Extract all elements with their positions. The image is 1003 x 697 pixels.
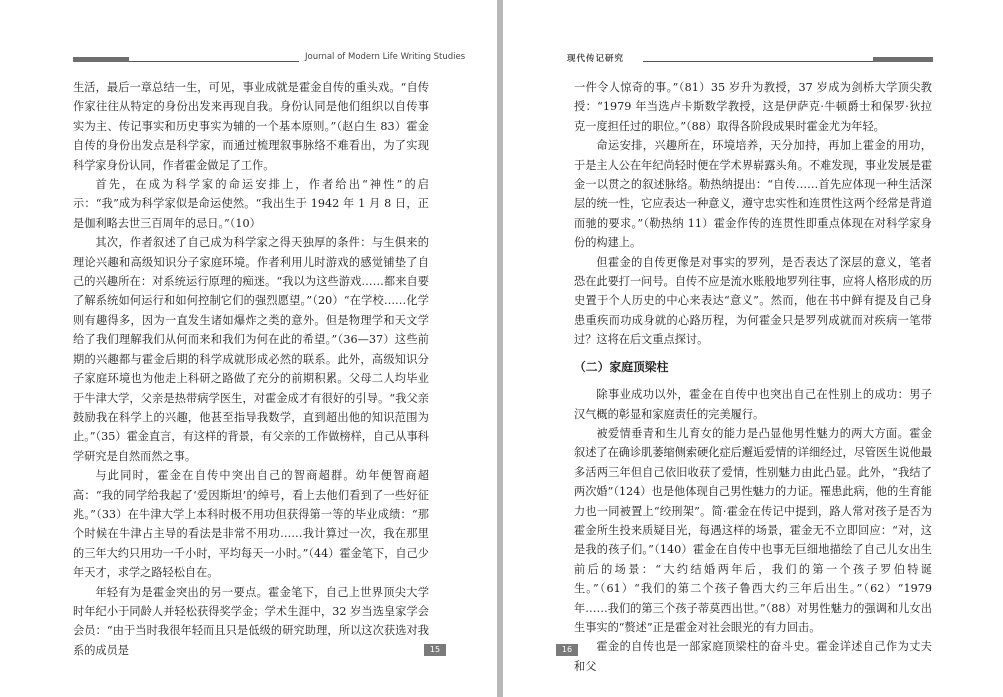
right-running-header <box>503 52 1003 66</box>
paragraph: 其次，作者叙述了自己成为科学家之得天独厚的条件：与生俱来的理论兴趣和高级知识分子家庭环境。作者利用儿时游戏的感觉铺垫了自己的兴趣所在：对系统运行原理的痴迷。“我以为这些游戏……都来自要了解系统如何运行和如何控制它们的强烈愿望。”（20）“在学校……化学则有趣得多，因为一直发生诸如爆炸之类的意外。但是物理学和天文学给了我们理解我们从何而来和我们为何在此的希望。”（36—37）这些前期的兴趣都与霍金后期的科学成就形成必然的联系。此外，高级知识分子家庭环境也为他走上科研之路做了充分的前期积累。父母二人均毕业于牛津大学，父亲是热带病学医生，对霍金成才有很好的引导。“我父亲鼓励我在科学上的兴趣，他甚至指导我数学，直到超出他的知识范围为止。”（35）霍金直言，有这样的背景，有父亲的工作做榜样，自己从事科学研究是自然而然之事。 <box>73 236 429 463</box>
header-bar <box>873 57 933 62</box>
page-number: 16 <box>556 644 578 656</box>
right-page <box>503 0 1003 697</box>
paragraph: 被爱情垂青和生儿育女的能力是凸显他男性魅力的两大方面。霍金叙述了在确诊肌萎缩侧索硬化症后邂逅爱情的详细经过，尽管医生说他最多活两三年但自己依旧收获了爱情，性别魅力由此凸显。此外，“我结了两次婚”（124）也是他体现自己男性魅力的力证。罹患此病，他的生育能力也一同被置上“绞刑架”。简·霍金在传记中提到，路人常对孩子是否为霍金所生投来质疑目光，每遇这样的场景，霍金无不立即回应：“对，这是我的孩子们。”（140）霍金在自传中也事无巨细地描绘了自己儿女出生前后的场景：“大约结婚两年后，我们的第一个孩子罗伯特诞生。”（61）“我们的第二个孩子鲁西大约三年后出生。”（62）“1979 年……我们的第三个孩子蒂莫西出世。”（88）对男性魅力的强调和儿女出生事实的“赘述”正是霍金对社会眼光的有力回击。 <box>574 426 933 634</box>
paragraph: 首先，在成为科学家的命运安排上，作者给出“神性”的启示：“我”成为科学家似是命运使然。“我出生于 1942 年 1 月 8 日，正是伽利略去世三百周年的忌日。”（10） <box>73 178 429 230</box>
paragraph: 命运安排，兴趣所在，环境培养，天分加持，再加上霍金的用功，于是主人公在年纪尚轻时便在学术界崭露头角。不难发现，事业发展是霍金一以贯之的叙述脉络。勒热纳提出：“自传……首先应体现一种生活深层的统一性，它应表达一种意义，遵守忠实性和连贯性这两个经常是背道而驰的要求。”（勒热纳 11）霍金作传的连贯性即重点体现在对科学家身份的构建上。 <box>574 139 933 250</box>
paragraph: 但霍金的自传更像是对事实的罗列，是否表达了深层的意义，笔者恐在此要打一问号。自传不应是流水账般地罗列往事，应将人格形成的历史置于个人历史的中心来表达“意义”。然而，他在书中鲜有提及自己身患重疾而功成身就的心路历程，为何霍金只是罗列成就而对疾病一笔带过？这将在后文重点探讨。 <box>574 255 933 347</box>
paragraph: 生活，最后一章总结一生，可见，事业成就是霍金自传的重头戏。“自传作家往往从特定的身份出发来再现自我。身份认同是他们组织以自传事实为主、传记事实和历史事实为辅的一个基本原则。”（赵白生 83）霍金自传的身份出发点是科学家，而通过梳理叙事脉络不难看出，为了实现科学家身份认同，作者霍金做足了工作。 <box>73 81 429 172</box>
paragraph: 年轻有为是霍金突出的另一要点。霍金笔下，自己上世界顶尖大学时年纪小于同龄人并轻松获得奖学金；学术生涯中，32 岁当选皇家学会会员：“由于当时我很年轻而且只是低级的研究助理，所以这次获选对我系的成员是 <box>73 585 429 657</box>
left-body-text <box>73 78 429 660</box>
header-rule <box>129 61 299 62</box>
page-number: 15 <box>424 644 446 656</box>
journal-title: Journal of Modern Life Writing Studies <box>305 52 466 62</box>
right-body-text <box>574 78 932 676</box>
paragraph: 除事业成功以外，霍金在自传中也突出自己在性别上的成功：男子汉气概的彰显和家庭责任的完美履行。 <box>574 388 932 421</box>
paragraph: 一件令人惊奇的事。”（81）35 岁升为教授，37 岁成为剑桥大学顶尖教授：“1979 年当选卢卡斯数学教授，这是伊萨克·牛顿爵士和保罗·狄拉克一度担任过的职位。”（88）取得各阶段成果时霍金尤为年轻。 <box>574 81 932 133</box>
left-running-header <box>0 52 497 66</box>
header-bar <box>73 57 129 62</box>
section-heading: （二）家庭顶梁柱 <box>574 359 669 374</box>
section-title: 现代传记研究 <box>567 54 625 64</box>
header-rule <box>643 61 873 62</box>
paragraph: 霍金的自传也是一部家庭顶梁柱的奋斗史。霍金详述自己作为丈夫和父 <box>574 640 932 673</box>
left-page <box>0 0 497 697</box>
paragraph: 与此同时，霍金在自传中突出自己的智商超群。幼年便智商超高：“我的同学给我起了‘爱因斯坦’的绰号，看上去他们看到了一些好征兆。”（33）在牛津大学上本科时极不用功但获得第一等的毕业成绩：“那个时候在牛津占主导的看法是非常不用功……我计算过一次，我在那里的三年大约只用功一千小时，平均每天一小时。”（44）霍金笔下，自己少年天才，求学之路轻松自在。 <box>73 469 429 580</box>
